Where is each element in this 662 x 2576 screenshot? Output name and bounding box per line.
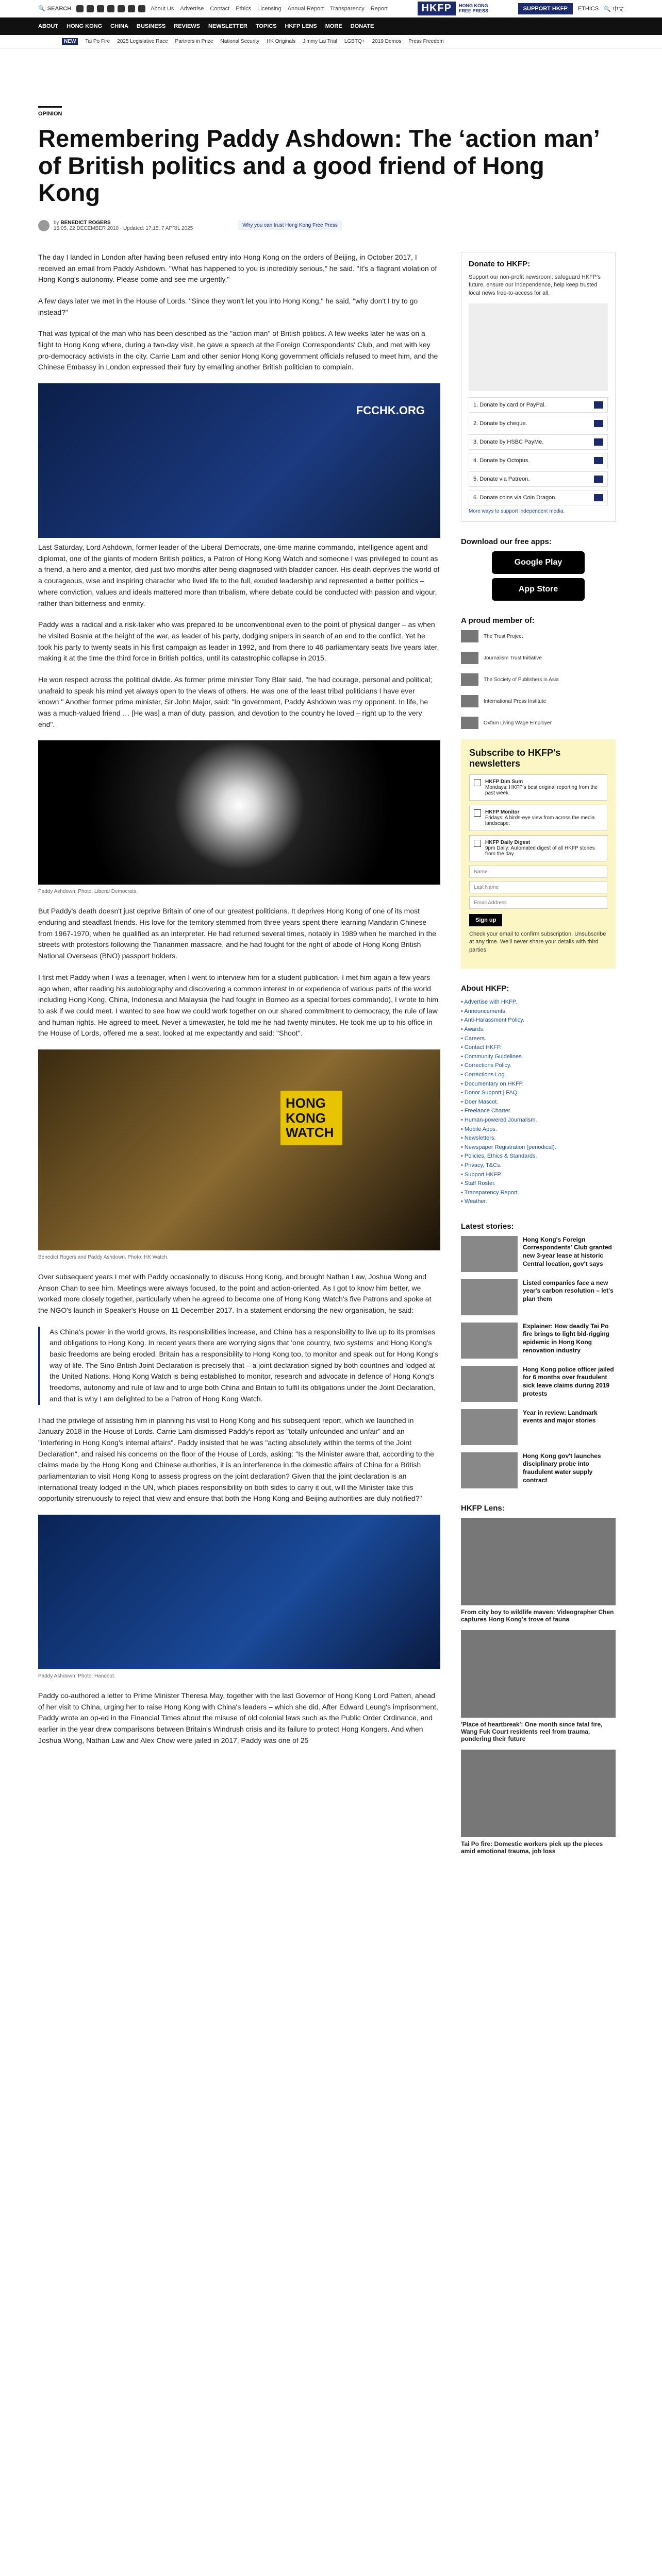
story-title[interactable]: Hong Kong gov't launches disciplinary probe into fraudulent water supply contract bbox=[523, 1452, 601, 1484]
lens-thumbnail[interactable] bbox=[461, 1518, 616, 1605]
checkbox[interactable] bbox=[474, 809, 481, 817]
member-logo[interactable]: International Press Institute bbox=[461, 695, 616, 707]
about-link[interactable]: • Advertise with HKFP. bbox=[461, 999, 517, 1006]
about-link[interactable]: • Careers. bbox=[461, 1035, 487, 1042]
more-ways-link[interactable]: More ways to support independent media. bbox=[469, 509, 565, 515]
subnav-item[interactable]: HK Originals bbox=[267, 39, 296, 44]
story-title[interactable]: Explainer: How deadly Tai Po fire brings to light bid-rigging epidemic in Hong Kong renovation industry bbox=[523, 1322, 609, 1354]
article-paragraph: I had the privilege of assisting him in planning his visit to Hong Kong and his subsequent report, which we launched in January 2018 in the House of Lords. Carrie Lam dismissed Paddy's report as "totally unfounded and unfair" and an "interfering in Hong Kong's internal affairs". Paddy insisted that he was "acting absolutely within the terms of the Joint Declaration", and raised his concerns on the floor of the House of Lords, asking: "Is the Minister aware that, according to the claims made by the Hong Kong and Chinese authorities, it is an interference in the domestic affairs of China for a British parliamentarian to visit Hong Kong to assess progress on the joint declaration? Given that the joint declaration is an international treaty lodged in the UN, which places responsibility on both sides to carry it out, will the Minister take this opportunity strenuously to reject that view and ensure that both the Hong Kong and Beijing authorities are duly notified?" bbox=[38, 1416, 434, 1503]
about-link[interactable]: • Announcements. bbox=[461, 1008, 507, 1014]
signup-button[interactable]: Sign up bbox=[469, 914, 502, 926]
members-section bbox=[461, 616, 616, 729]
language-toggle[interactable]: 🔍 中文 bbox=[604, 6, 624, 12]
lens-list bbox=[461, 1518, 616, 1855]
topbar-left bbox=[38, 5, 388, 12]
article-photo bbox=[38, 1515, 440, 1669]
about-link[interactable]: • Weather. bbox=[461, 1198, 487, 1205]
new-badge: NEW bbox=[62, 38, 78, 45]
story-thumbnail[interactable] bbox=[461, 1366, 518, 1402]
nav-item[interactable]: CHINA bbox=[110, 23, 129, 29]
top-link[interactable]: About Us bbox=[151, 5, 174, 12]
member-logo[interactable]: Oxfam Living Wage Employer bbox=[461, 717, 616, 729]
donate-option[interactable]: 4. Donate by Octopus. bbox=[469, 453, 608, 468]
arrow-icon bbox=[594, 476, 603, 483]
arrow-icon bbox=[594, 420, 603, 427]
about-link[interactable]: • Contact HKFP. bbox=[461, 1044, 502, 1051]
about-link[interactable]: • Transparency Report. bbox=[461, 1189, 519, 1196]
signup-note: Check your email to confirm subscription. Unsubscribe at any time. We'll never share your details with third parties. bbox=[469, 931, 606, 953]
youtube-icon[interactable] bbox=[107, 5, 114, 12]
top-link[interactable]: Ethics bbox=[236, 5, 252, 12]
article-paragraph: Paddy was a radical and a risk-taker who was prepared to be unconventional even to the point of physical danger – as when he visited Bosnia at the height of the war, as leader of his party, dodging snipers in search of an end to the conflict. Yet he took his party to twenty seats in his first campaign as leader in 1992, and from there to 46 parliamentary seats five years later, making it at the time the third force in British politics, until its catastrophic collapse in 2015. bbox=[38, 620, 439, 663]
article-category[interactable]: OPINION bbox=[38, 106, 62, 117]
nav-item[interactable]: NEWSLETTER bbox=[208, 23, 247, 29]
google-play-button[interactable]: Google Play bbox=[492, 551, 585, 574]
search-button[interactable]: 🔍 SEARCH bbox=[38, 5, 72, 12]
top-links bbox=[151, 6, 388, 12]
about-link[interactable]: • Anti-Harassment Policy. bbox=[461, 1017, 524, 1024]
apps-title: Download our free apps: bbox=[461, 537, 552, 547]
donate-title: Donate to HKFP: bbox=[469, 259, 531, 268]
story-title[interactable]: Hong Kong police officer jailed for 6 months over fraudulent sick leave claims during 2019 protests bbox=[523, 1365, 614, 1397]
subnav-item[interactable]: LGBTQ+ bbox=[344, 39, 365, 44]
story-title[interactable]: Year in review: Landmark events and major stories bbox=[523, 1409, 598, 1425]
article-paragraph: Last Saturday, Lord Ashdown, former leader of the Liberal Democrats, one-time marine commando, intelligence agent and diplomat, one of the giants of modern British politics, a Patron of Hong Kong Watch and someone I was privileged to count as a friend, a hero and a mentor, died just two months after being diagnosed with bladder cancer. His death deprives the world of a courageous, wise and inspiring character who lived life to the full, exuded leadership and represented a better politics – where conviction, values and ideals mattered more than tribalism, where debate could be conducted with passion and vigour, rather than bitterness and enmity. bbox=[38, 543, 440, 607]
subnav-item[interactable]: Jimmy Lai Trial bbox=[303, 39, 337, 44]
donate-option[interactable]: 2. Donate by cheque. bbox=[469, 416, 608, 431]
latest-story[interactable] bbox=[461, 1323, 616, 1359]
about-link[interactable]: • Support HKFP. bbox=[461, 1171, 502, 1178]
latest-section bbox=[461, 1222, 616, 1488]
article-body bbox=[38, 252, 440, 1862]
lens-story-title[interactable]: Tai Po fire: Domestic workers pick up the pieces amid emotional trauma, job loss bbox=[461, 1840, 603, 1855]
ethics-link[interactable]: ETHICS bbox=[577, 5, 599, 12]
rss-icon[interactable] bbox=[138, 5, 145, 12]
top-link[interactable]: Annual Report bbox=[287, 5, 324, 12]
article-photo bbox=[38, 383, 440, 538]
about-link[interactable]: • Donor Support | FAQ. bbox=[461, 1090, 519, 1096]
top-link[interactable]: Transparency bbox=[329, 5, 365, 12]
subnav-item[interactable]: Press Freedom bbox=[408, 39, 444, 44]
donate-option[interactable]: 3. Donate by HSBC PayMe. bbox=[469, 434, 608, 450]
story-title[interactable]: Listed companies face a new year's carbon resolution – let's plan them bbox=[523, 1279, 614, 1303]
article-paragraph: Paddy co-authored a letter to Prime Minister Theresa May, together with the last Governor of Hong Kong Lord Patten, ahead of her visit to China, urging her to raise Hong Kong with China's leaders – which she did. After Edward Leung's imprisonment, Paddy wrote an op-ed in the Financial Times about the misuse of old colonial laws such as the Public Order Ordinance, and earlier in the year drew comparisons between Britain's Windrush crisis and its failure to protect Hong Kongers. And when Joshua Wong, Nathan Law and Alex Chow were jailed in 2017, Paddy was one of 25 bbox=[38, 1691, 438, 1744]
newsletter-option[interactable]: HKFP Dim Sum Mondays: HKFP's best original reporting from the past week. bbox=[469, 774, 607, 801]
latest-story[interactable] bbox=[461, 1236, 616, 1272]
newsletter-title: Subscribe to HKFP's newsletters bbox=[469, 748, 561, 769]
article-headline: Remembering Paddy Ashdown: The ‘action man’ of British politics and a good friend of Hong Kong bbox=[38, 125, 599, 207]
about-link[interactable]: • Corrections Policy. bbox=[461, 1062, 511, 1069]
article-paragraph: Over subsequent years I met with Paddy occasionally to discuss Hong Kong, and brought Nathan Law, Joshua Wong and Anson Chan to see him. Meetings were always focused, to the point and action-oriented. As I got to know him better, we worked more closely together, particularly when he agreed to become one of Hong Kong Watch's five Patrons and spoke at the NGO's launch in Speaker's House on 11 December 2017. In a statement endorsing the new organisation, he said: bbox=[38, 1272, 432, 1314]
support-hkfp-button[interactable]: SUPPORT HKFP bbox=[518, 3, 573, 14]
about-link[interactable]: • Newsletters. bbox=[461, 1135, 496, 1142]
nav-item[interactable]: DONATE bbox=[350, 23, 374, 29]
arrow-icon bbox=[594, 494, 603, 501]
article-paragraph: I first met Paddy when I was a teenager, when I went to interview him for a student publication. I met him again a few years ago when, after reading his autobiography and discovering a common interest in or experience of various parts of the world including Hong Kong, China, Indonesia and Malaysia (he had fought in Borneo as a special forces commando), I wrote to him to ask if we could meet. I wanted to see how we could work together on our shared commitment to democracy, the rule of law and human rights. He agreed to meet. Never a timewaster, he told me he had twenty minutes. He took me up to his office in the House of Lords, offered me a seat, looked at me expectantly and said: "Shoot". bbox=[38, 973, 438, 1038]
subnav-item[interactable]: 2019 Demos bbox=[372, 39, 402, 44]
photo-caption: Paddy Ashdown. Photo: Handout. bbox=[38, 1673, 115, 1679]
about-link[interactable]: • Staff Roster. bbox=[461, 1180, 496, 1187]
about-link[interactable]: • Awards. bbox=[461, 1026, 485, 1032]
donate-option[interactable]: 6. Donate coins via Coin Dragon. bbox=[469, 490, 608, 505]
story-title[interactable]: Hong Kong's Foreign Correspondents' Club granted new 3-year lease at historic Central location, gov't says bbox=[523, 1235, 612, 1267]
top-link[interactable]: Licensing bbox=[257, 5, 282, 12]
article-photo bbox=[38, 1049, 440, 1250]
about-link[interactable]: • Policies, Ethics & Standards. bbox=[461, 1153, 537, 1160]
about-link[interactable]: • Human-powered Journalism. bbox=[461, 1116, 537, 1123]
about-link[interactable]: • Documentary on HKFP. bbox=[461, 1080, 524, 1087]
donate-image bbox=[469, 303, 608, 391]
top-link[interactable]: Contact bbox=[210, 5, 230, 12]
social-links bbox=[76, 5, 145, 12]
facebook-icon[interactable] bbox=[76, 5, 84, 12]
story-thumbnail[interactable] bbox=[461, 1452, 518, 1488]
about-link[interactable]: • Newspaper Registration (periodical). bbox=[461, 1144, 556, 1150]
telegram-icon[interactable] bbox=[128, 5, 135, 12]
site-logo[interactable]: HKFP HONG KONG FREE PRESS bbox=[418, 2, 488, 15]
last-name-field[interactable] bbox=[469, 881, 607, 893]
arrow-icon bbox=[594, 438, 603, 446]
subnav-item[interactable]: Partners in Prize bbox=[175, 39, 213, 44]
lens-thumbnail[interactable] bbox=[461, 1630, 616, 1718]
newsletter-option[interactable]: HKFP Monitor Fridays: A birds-eye view from across the media landscape. bbox=[469, 805, 607, 831]
instagram-icon[interactable] bbox=[97, 5, 104, 12]
page-wrap bbox=[0, 48, 662, 1862]
nav-item[interactable]: HKFP LENS bbox=[285, 23, 317, 29]
member-logo[interactable]: The Society of Publishers in Asia bbox=[461, 673, 616, 686]
topbar-right bbox=[518, 3, 624, 14]
nav-item[interactable]: REVIEWS bbox=[174, 23, 200, 29]
newsletter-box bbox=[461, 739, 616, 969]
donate-text: Support our non-profit newsroom: safeguard HKFP's future, ensure our independence, help keep trusted local news free-to-access for all. bbox=[469, 274, 601, 296]
apps-section bbox=[461, 537, 616, 601]
subnav-item[interactable]: Tai Po Fire bbox=[85, 39, 110, 44]
about-link[interactable]: • Community Guidelines. bbox=[461, 1053, 523, 1060]
members-title: A proud member of: bbox=[461, 616, 535, 625]
checkbox[interactable] bbox=[474, 779, 481, 786]
story-thumbnail[interactable] bbox=[461, 1323, 518, 1359]
about-link[interactable]: • Privacy, T&Cs. bbox=[461, 1162, 502, 1168]
nav-item[interactable]: MORE bbox=[325, 23, 342, 29]
article-paragraph: That was typical of the man who has been described as the "action man" of British politics. A few weeks later he was on a flight to Hong Kong where, during a two-day visit, he gave a speech at the Foreign Correspondents' Club, and met with key pro-democracy activists in the city. Carrie Lam and other senior Hong Kong government officials refused to meet him, and the Chinese Embassy in London expressed their fury by emailing another British politician to complain. bbox=[38, 329, 438, 371]
lens-story-title[interactable]: From city boy to wildlife maven: Videographer Chen captures Hong Kong's trove of fauna bbox=[461, 1608, 614, 1623]
donate-option[interactable]: 5. Donate via Patreon. bbox=[469, 471, 608, 487]
story-thumbnail[interactable] bbox=[461, 1409, 518, 1445]
latest-story[interactable] bbox=[461, 1366, 616, 1402]
donate-box bbox=[461, 252, 616, 522]
article-paragraph: A few days later we met in the House of Lords. "Since they won't let you into Hong Kong," he said, "why don't I try to go instead?" bbox=[38, 296, 418, 316]
content-columns bbox=[38, 252, 624, 1862]
nav-item[interactable]: ABOUT bbox=[38, 23, 59, 29]
arrow-icon bbox=[594, 457, 603, 464]
photo-watermark: FCCHK.ORG bbox=[356, 404, 425, 417]
top-link[interactable]: Report bbox=[370, 5, 388, 12]
photo-banner-text: HONG KONG WATCH bbox=[280, 1091, 342, 1145]
author-name[interactable]: BENEDICT ROGERS bbox=[60, 219, 111, 226]
member-logo[interactable]: The Trust Project bbox=[461, 630, 616, 642]
topic-subnav bbox=[0, 35, 662, 48]
article-paragraph: He won respect across the political divide. As former prime minister Tony Blair said, "he had courage, personal and political; unafraid to speak his mind yet always open to the views of others. He was one of the least tribal politicians I have ever known." Another former prime minister, Sir John Major, said: "In government, Paddy Ashdown was my opponent. In life, he was a much-valued friend … [He was] a man of duty, passion, and devotion to the country he loved – right up to the very end". bbox=[38, 675, 433, 728]
subnav-item[interactable]: 2025 Legislative Race bbox=[117, 39, 168, 44]
about-title: About HKFP: bbox=[461, 984, 509, 993]
lens-story-title[interactable]: 'Place of heartbreak': One month since fatal fire, Wang Fuk Court residents reel from trauma, pondering their future bbox=[461, 1720, 603, 1742]
article-date: 15:05, 22 DECEMBER 2018 · Updated: 17:15, 7 APRIL 2025 bbox=[54, 225, 193, 231]
about-link[interactable]: • Freelance Charter. bbox=[461, 1108, 512, 1114]
checkbox[interactable] bbox=[474, 840, 481, 847]
pull-quote: As China's power in the world grows, its responsibilities increase, and China has a responsibility to live up to its promises and obligations to Hong Kong. In recent years there are worrying signs that 'one country, two systems' and Hong Kong's basic freedoms are being eroded. Britain has a responsibility to Hong Kong too, to monitor and speak out for Hong Kong's way of life. The Sino-British Joint Declaration is precisely that – a joint declaration signed by both countries and lodged at the United Nations. Hong Kong Watch is being established to monitor, research and advocate in defence of Hong Kong's freedoms, autonomy and rule of law and to urge both China and Britain to fulfil its obligations under the Joint Declaration, and that is why I am delighted to be a Patron of Hong Kong Watch. bbox=[38, 1327, 440, 1405]
sidebar bbox=[461, 252, 616, 1862]
about-links bbox=[461, 998, 616, 1207]
app-store-button[interactable]: App Store bbox=[492, 578, 585, 601]
top-link[interactable]: Advertise bbox=[180, 5, 204, 12]
top-utility-bar bbox=[0, 0, 662, 18]
subnav-item[interactable]: National Security bbox=[220, 39, 260, 44]
nav-item[interactable]: HONG KONG bbox=[67, 23, 103, 29]
trust-notice[interactable]: Why you can trust Hong Kong Free Press bbox=[238, 221, 342, 230]
story-thumbnail[interactable] bbox=[461, 1236, 518, 1272]
search-icon: 🔍 bbox=[38, 6, 45, 12]
about-link[interactable]: • Mobile Apps. bbox=[461, 1126, 497, 1132]
article-paragraph: The day I landed in London after having been refused entry into Hong Kong on the orders of Beijing, in October 2017, I received an email from Paddy Ashdown. "What has happened to you is incredibly serious," he said. "It's a flagrant violation of Hong Kong's autonomy. Please come and see me urgently." bbox=[38, 252, 437, 284]
email-field[interactable] bbox=[469, 896, 607, 909]
donate-option[interactable]: 1. Donate by card or PayPal. bbox=[469, 397, 608, 413]
latest-story[interactable] bbox=[461, 1452, 616, 1488]
about-link[interactable]: • Corrections Log. bbox=[461, 1071, 506, 1078]
lens-section bbox=[461, 1504, 616, 1855]
author-avatar bbox=[38, 220, 49, 231]
nav-item[interactable]: TOPICS bbox=[255, 23, 277, 29]
x-icon[interactable] bbox=[87, 5, 94, 12]
about-section bbox=[461, 984, 616, 1207]
story-thumbnail[interactable] bbox=[461, 1279, 518, 1315]
article-photo bbox=[38, 740, 440, 885]
article-paragraph: But Paddy's death doesn't just deprive Britain of one of our greatest politicians. It deprives Hong Kong of one of its most enduring and steadfast friends. His love for the territory stemmed from three years spent there learning Mandarin Chinese from 1967-1970, when he qualified as an interpreter. He had returned several times, notably in 1989 when he marched in the streets with protestors following the Tiananmen massacre, and he had fought for the right of abode of Hong Kong British National Overseas (BNO) passport holders. bbox=[38, 907, 437, 960]
latest-list bbox=[461, 1236, 616, 1488]
about-link[interactable]: • Doer Mascot. bbox=[461, 1098, 499, 1105]
lens-title: HKFP Lens: bbox=[461, 1503, 505, 1513]
lens-thumbnail[interactable] bbox=[461, 1750, 616, 1837]
arrow-icon bbox=[594, 401, 603, 409]
main-nav bbox=[0, 18, 662, 35]
photo-caption: Benedict Rogers and Paddy Ashdown. Photo: HK Watch. bbox=[38, 1254, 169, 1260]
member-logo[interactable]: Journalism Trust Initiative bbox=[461, 652, 616, 664]
latest-story[interactable] bbox=[461, 1409, 616, 1445]
byline: by BENEDICT ROGERS 15:05, 22 DECEMBER 2018 · Updated: 17:15, 7 APRIL 2025 Why you can trust Hong Kong Free Press bbox=[38, 220, 624, 231]
photo-caption: Paddy Ashdown. Photo: Liberal Democrats. bbox=[38, 889, 138, 895]
linkedin-icon[interactable] bbox=[118, 5, 125, 12]
latest-title: Latest stories: bbox=[461, 1222, 514, 1231]
name-field[interactable] bbox=[469, 866, 607, 878]
newsletter-option[interactable]: HKFP Daily Digest 9pm Daily: Automated digest of all HKFP stories from the day. bbox=[469, 835, 607, 861]
latest-story[interactable] bbox=[461, 1279, 616, 1315]
nav-item[interactable]: BUSINESS bbox=[137, 23, 166, 29]
